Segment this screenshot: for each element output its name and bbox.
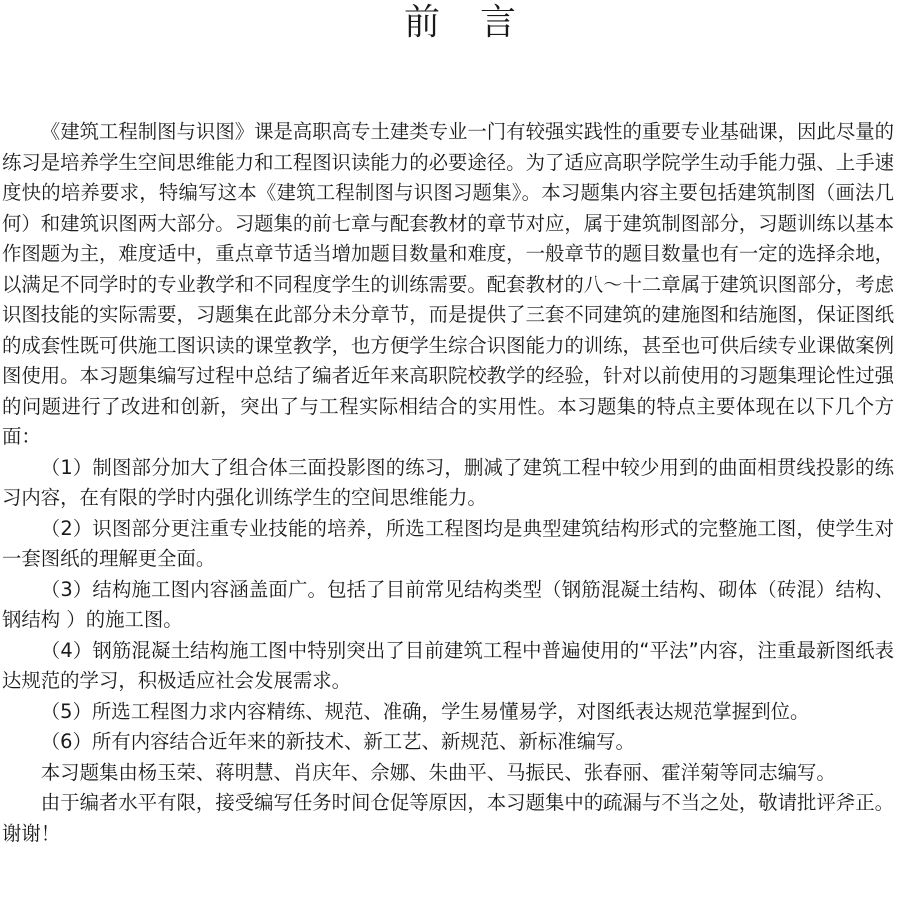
paragraph-closing: 由于编者水平有限，接受编写任务时间仓促等原因，本习题集中的疏漏与不当之处，敬请批评斧正。谢谢！ bbox=[2, 791, 894, 845]
paragraph-item-2: （2）识图部分更注重专业技能的培养，所选工程图均是典型建筑结构形式的完整施工图，使学生对一套图纸的理解更全面。 bbox=[2, 516, 894, 570]
paragraph-item-1: （1）制图部分加大了组合体三面投影图的练习，删减了建筑工程中较少用到的曲面相贯线投影的练习内容，在有限的学时内强化训练学生的空间思维能力。 bbox=[2, 455, 894, 509]
paragraph-item-3: （3）结构施工图内容涵盖面广。包括了目前常见结构类型（钢筋混凝土结构、砌体（砖混）结构、钢结构 ）的施工图。 bbox=[2, 577, 894, 631]
document-body bbox=[2, 117, 894, 849]
paragraph-item-5: （5）所选工程图力求内容精练、规范、准确，学生易懂易学，对图纸表达规范掌握到位。 bbox=[40, 699, 810, 723]
paragraph-item-4: （4）钢筋混凝土结构施工图中特别突出了目前建筑工程中普遍使用的“平法”内容，注重最新图纸表达规范的学习，积极适应社会发展需求。 bbox=[2, 638, 894, 692]
page-title: 前言 bbox=[403, 2, 556, 43]
paragraph-authors: 本习题集由杨玉荣、蒋明慧、肖庆年、佘娜、朱曲平、马振民、张春丽、霍洋菊等同志编写。 bbox=[40, 760, 836, 784]
paragraph-item-6: （6）所有内容结合近年来的新技术、新工艺、新规范、新标准编写。 bbox=[40, 730, 635, 753]
paragraph-intro: 《建筑工程制图与识图》课是高职高专土建类专业一门有较强实践性的重要专业基础课，因此尽量的练习是培养学生空间思维能力和工程图识读能力的必要途径。为了适应高职学院学生动手能力强、上手速度快的培养要求，特编写这本《建筑工程制图与识图习题集》。本习题集内容主要包括建筑制图（画法几何）和建筑识图两大部分。习题集的前七章与配套教材的章节对应，属于建筑制图部分，习题训练以基本作图题为主，难度适中，重点章节适当增加题目数量和难度，一般章节的题目数量也有一定的选择余地，以满足不同学时的专业教学和不同程度学生的训练需要。配套教材的八～十二章属于建筑识图部分，考虑识图技能的实际需要，习题集在此部分未分章节，而是提供了三套不同建筑的建施图和结施图，保证图纸的成套性既可供施工图识读的课堂教学，也方便学生综合识图能力的训练，甚至也可供后续专业课做案例图使用。本习题集编写过程中总结了编者近年来高职院校教学的经验，针对以前使用的习题集理论性过强的问题进行了改进和创新，突出了与工程实际相结合的实用性。本习题集的特点主要体现在以下几个方面： bbox=[2, 120, 894, 448]
